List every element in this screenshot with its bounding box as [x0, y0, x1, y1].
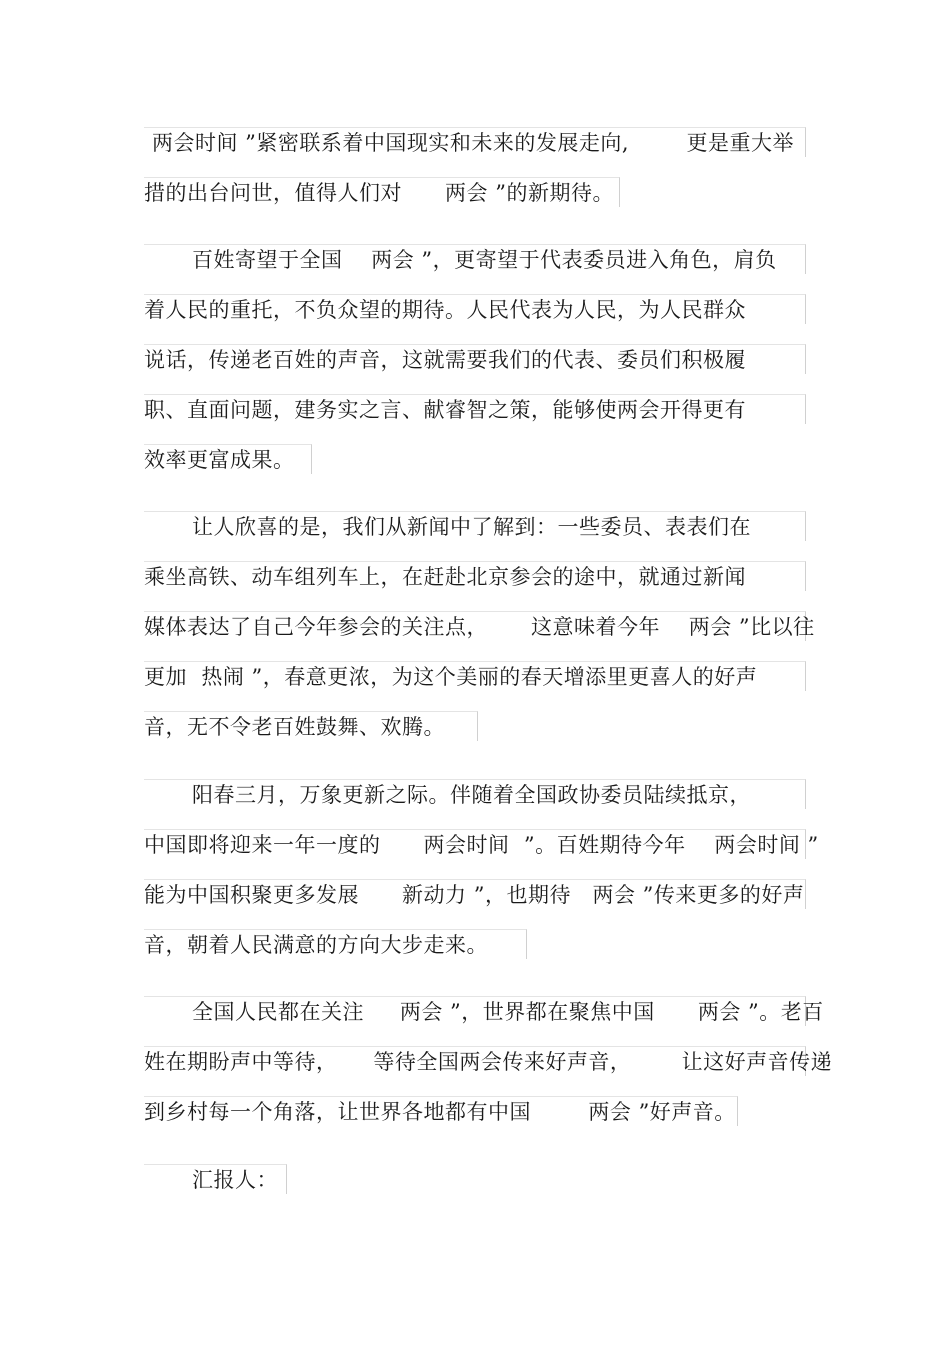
paragraph-3-line-2: 乘坐高铁、动车组列车上，在赶赴北京参会的途中，就通过新闻	[144, 561, 806, 591]
paragraph-2-line-2: 着人民的重托，不负众望的期待。人民代表为人民，为人民群众	[144, 294, 806, 324]
paragraph-3-line-3: 媒体表达了自己今年参会的关注点， 这意味着今年 两会 ”比以往	[144, 611, 806, 641]
reporter-label: 汇报人：	[144, 1164, 287, 1194]
paragraph-3-line-5: 音，无不令老百姓鼓舞、欢腾。	[144, 711, 478, 741]
paragraph-3-line-1: 让人欣喜的是，我们从新闻中了解到：一些委员、表表们在	[144, 511, 806, 541]
paragraph-5-line-1: 全国人民都在关注 两会 ”，世界都在聚焦中国 两会 ”。老百	[144, 996, 806, 1026]
paragraph-2-line-1: 百姓寄望于全国 两会 ”，更寄望于代表委员进入角色，肩负	[144, 244, 806, 274]
paragraph-5-line-2: 姓在期盼声中等待， 等待全国两会传来好声音， 让这好声音传递	[144, 1046, 806, 1076]
paragraph-2-line-5: 效率更富成果。	[144, 444, 312, 474]
paragraph-2-line-4: 职、直面问题，建务实之言、献睿智之策，能够使两会开得更有	[144, 394, 806, 424]
paragraph-3-line-4: 更加 热闹 ”，春意更浓，为这个美丽的春天增添里更喜人的好声	[144, 661, 806, 691]
paragraph-4-line-4: 音，朝着人民满意的方向大步走来。	[144, 929, 527, 959]
paragraph-4-line-2: 中国即将迎来一年一度的 两会时间 ”。百姓期待今年 两会时间 ”	[144, 829, 806, 859]
paragraph-4-line-3: 能为中国积聚更多发展 新动力 ”，也期待 两会 ”传来更多的好声	[144, 879, 806, 909]
paragraph-2-line-3: 说话，传递老百姓的声音，这就需要我们的代表、委员们积极履	[144, 344, 806, 374]
paragraph-1-line-1: 两会时间 ”紧密联系着中国现实和未来的发展走向, 更是重大举	[144, 127, 806, 157]
paragraph-1-line-2: 措的出台问世，值得人们对 两会 ”的新期待。	[144, 177, 620, 207]
paragraph-4-line-1: 阳春三月，万象更新之际。伴随着全国政协委员陆续抵京，	[144, 779, 806, 809]
paragraph-5-line-3: 到乡村每一个角落，让世界各地都有中国 两会 ”好声音。	[144, 1096, 738, 1126]
